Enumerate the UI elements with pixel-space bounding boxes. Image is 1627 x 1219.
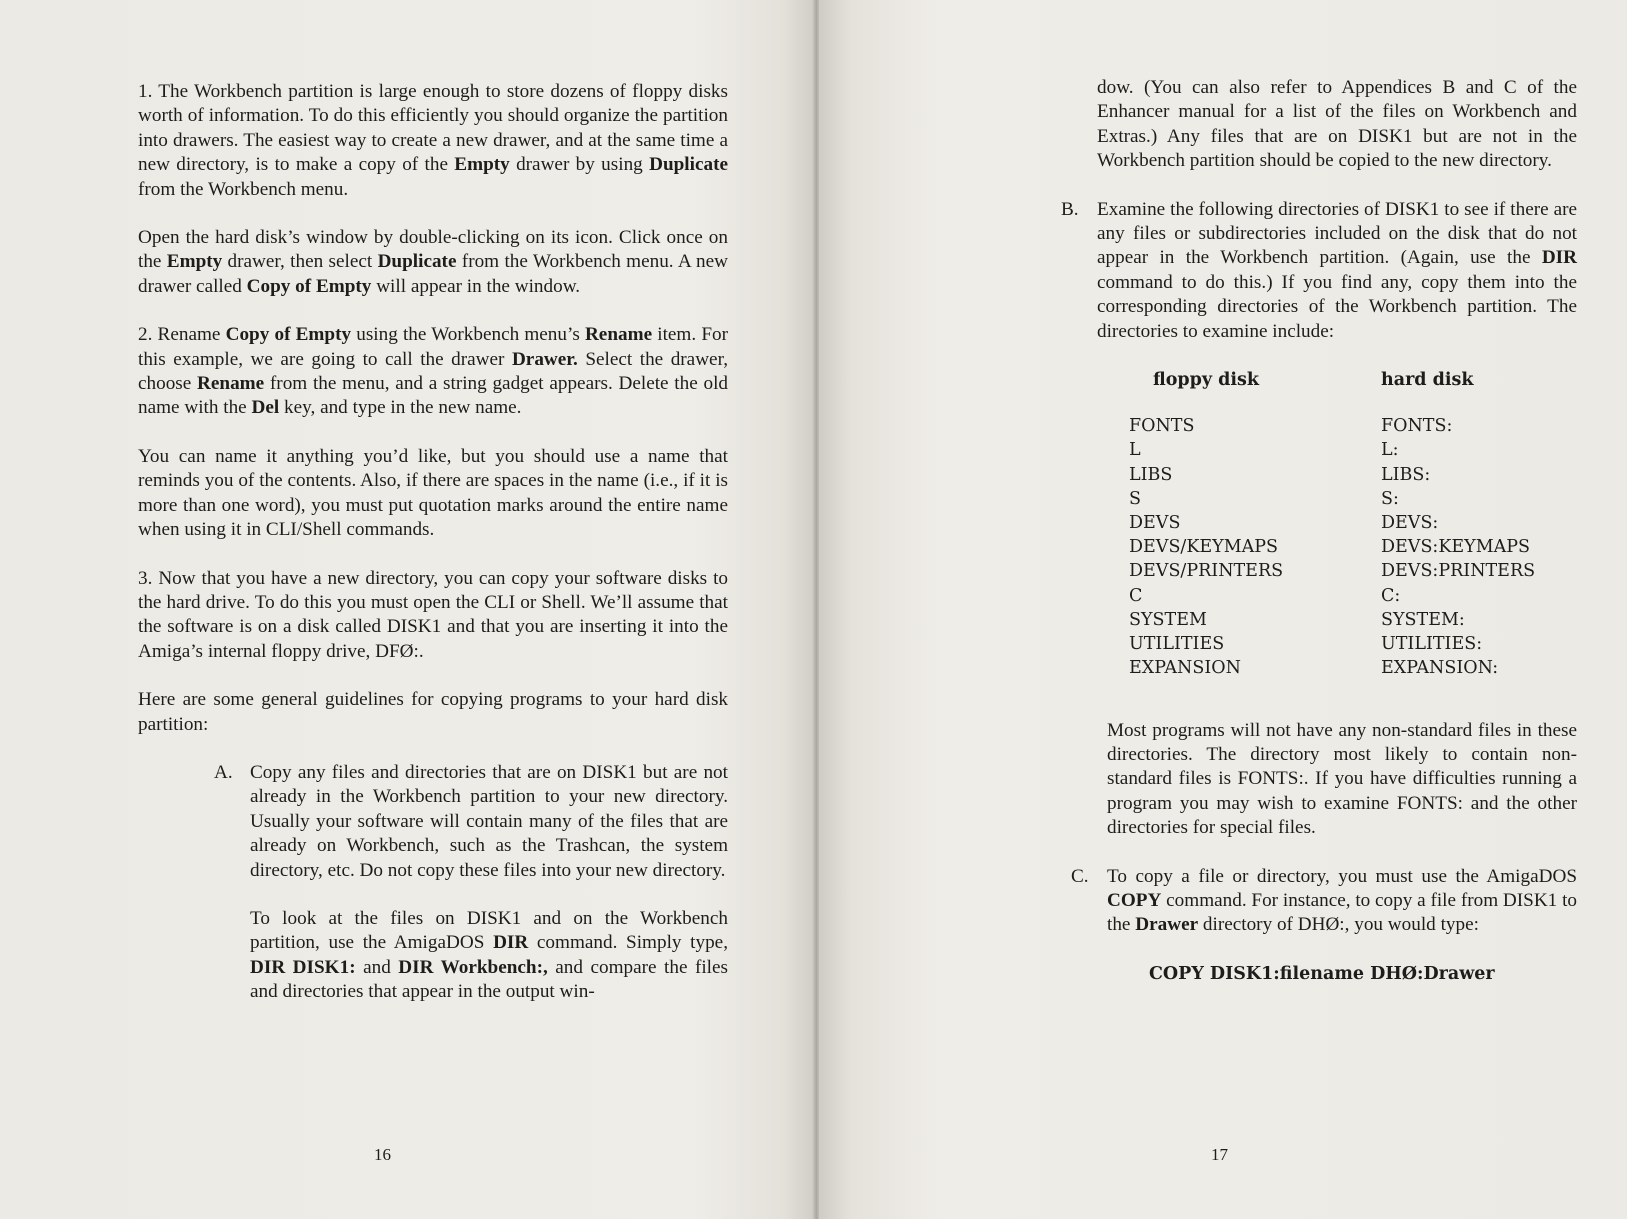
table-row: DEVS DEVS: — [1129, 513, 1439, 534]
list-item-a — [214, 761, 728, 1005]
table-row: DEVS/PRINTERS DEVS:PRINTERS — [1129, 561, 1536, 582]
list-item-b-text: Examine the following directories of DISK1 to see if there are any files or subdirectories included on the disk that do not appear in the Workbench partition. (Again, use the DIR command to do this.) If you find any, copy them into the corresponding directories of the Workbench partition. The directories to examine include: — [1097, 198, 1577, 342]
list-label-c: C. — [1071, 865, 1089, 887]
table-row: UTILITIES UTILITIES: — [1129, 634, 1483, 655]
table-row: FONTS FONTS: — [1129, 416, 1453, 437]
paragraph-2: Open the hard disk’s window by double-clicking on its icon. Click once on the Empty drawer, then select Duplicate from the Workbench menu. A new drawer called Copy of Empty will appear in the window. — [138, 227, 728, 297]
right-page-content — [1061, 76, 1578, 986]
table-row: S S: — [1129, 488, 1399, 509]
directory-table — [1129, 368, 1559, 680]
header-floppy-disk: floppy disk — [1153, 370, 1259, 391]
paragraph-5: 3. Now that you have a new directory, you can copy your software disks to the hard drive. To do this you must open the CLI or Shell. We’ll assume that the software is on a disk called DISK1 and that you are inserting it into the Amiga’s internal floppy drive, DFØ:. — [138, 567, 728, 662]
paragraph-3: 2. Rename Copy of Empty using the Workbench menu’s Rename item. For this example, we are going to call the drawer Drawer. Select the drawer, choose Rename from the menu, and a string gadget appears. Delete the old name with the Del key, and type in the new name. — [138, 324, 729, 419]
paragraph-continued: dow. (You can also refer to Appendices B and C of the Enhancer manual for a list of the files on Workbench and Extras.) Any files that are on DISK1 but are not in the Workbench partition should be copied to the new directory. — [1097, 77, 1577, 172]
command-example: COPY DISK1:filename DHØ:Drawer — [1149, 963, 1495, 984]
directory-table-header — [1129, 368, 1559, 392]
paragraph-6: Here are some general guidelines for copying programs to your hard disk partition: — [138, 689, 728, 735]
list-item-a-text: Copy any files and directories that are on DISK1 but are not already in the Workbench partition to your new directory. Usually your software will contain many of the files that are already on Workbench, such as the Trashcan, the system directory, etc. Do not copy these files into your new directory. — [250, 761, 728, 881]
paragraph-after-table: Most programs will not have any non-standard files in these directories. The directory most likely to contain non-standard files is FONTS:. If you have difficulties running a program you may wish to examine FONTS: and the other directories for special files. — [1107, 719, 1577, 839]
list-label-b: B. — [1061, 198, 1079, 220]
list-item-c — [1071, 865, 1578, 987]
table-row: L L: — [1129, 440, 1399, 461]
list-label-a: A. — [214, 761, 233, 783]
page-number: 16 — [374, 1145, 391, 1164]
paragraph-4: You can name it anything you’d like, but you should use a name that reminds you of the contents. Also, if there are spaces in the name (i.e., if it is more than one word), you must put quotation marks around the entire name when using it in CLI/Shell commands. — [138, 445, 728, 541]
table-row: DEVS/KEYMAPS DEVS:KEYMAPS — [1129, 537, 1531, 558]
list-item-b — [1061, 198, 1577, 344]
table-row: EXPANSION EXPANSION: — [1129, 658, 1499, 679]
table-row: LIBS LIBS: — [1129, 464, 1431, 485]
right-page — [819, 0, 1627, 1219]
table-row: SYSTEM SYSTEM: — [1129, 609, 1465, 630]
header-hard-disk: hard disk — [1381, 370, 1474, 391]
table-row: C C: — [1129, 585, 1401, 606]
left-page-content — [138, 80, 728, 1029]
page-number: 17 — [1211, 1145, 1228, 1164]
list-item-a-paragraph-2: To look at the files on DISK1 and on the Workbench partition, use the AmigaDOS DIR command. Simply type, DIR DISK1: and DIR Workbench:, and compare the files and directories that appear in the output win- — [250, 907, 728, 1003]
list-item-c-text: To copy a file or directory, you must use the AmigaDOS COPY command. For instance, to copy a file from DISK1 to the Drawer directory of DHØ:, you would type: — [1107, 865, 1578, 936]
paragraph-1: 1. The Workbench partition is large enough to store dozens of floppy disks worth of information. To do this efficiently you should organize the partition into drawers. The easiest way to create a new drawer, and at the same time a new directory, is to make a copy of the Empty drawer by using Duplicate from the Workbench menu. — [138, 81, 728, 200]
